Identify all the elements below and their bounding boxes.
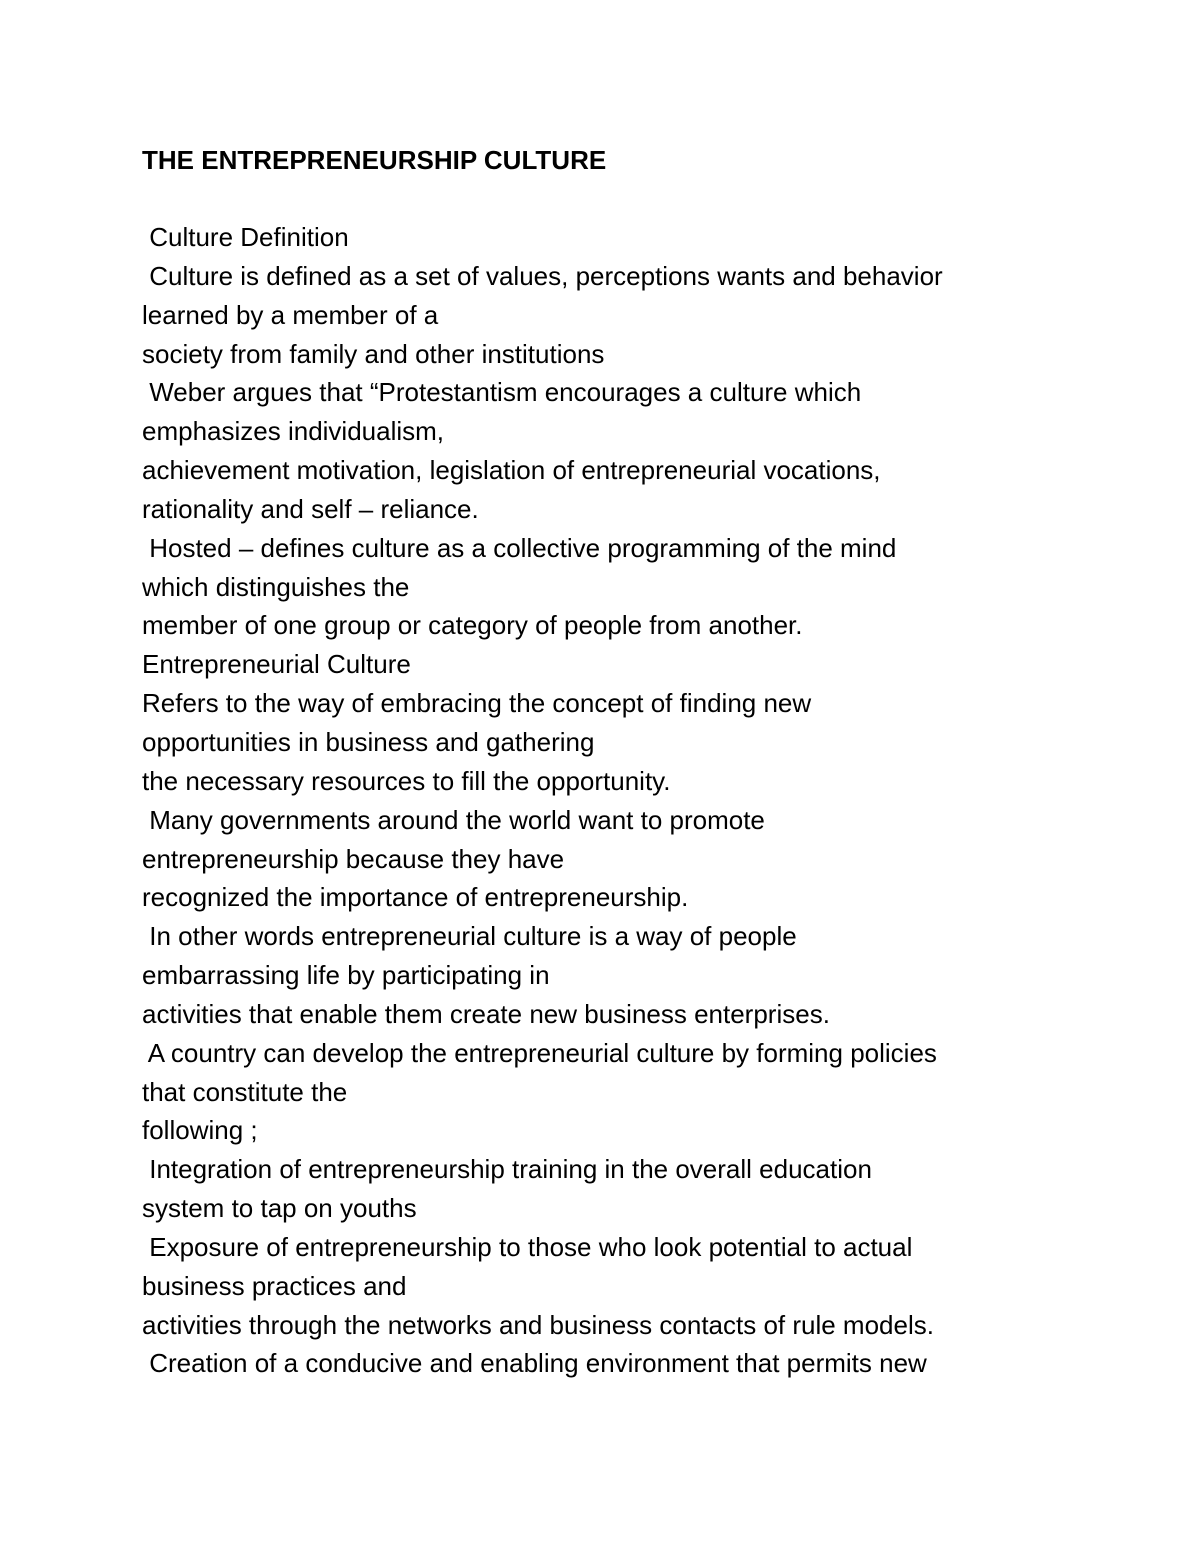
section-heading: Entrepreneurial Culture <box>142 649 411 680</box>
text-line: activities that enable them create new business enterprises. <box>142 998 830 1029</box>
text-line: system to tap on youths <box>142 1193 417 1224</box>
text-line: embarrassing life by participating in <box>142 960 550 991</box>
text-line: learned by a member of a <box>142 299 439 330</box>
text-line: Hosted – defines culture as a collective programming of the mind <box>142 532 897 563</box>
text-line: achievement motivation, legislation of entrepreneurial vocations, <box>142 455 881 486</box>
text-line: A country can develop the entrepreneurial culture by forming policies <box>142 1037 937 1068</box>
text-line: emphasizes individualism, <box>142 416 445 447</box>
text-line: In other words entrepreneurial culture is a way of people <box>142 921 797 952</box>
text-line: opportunities in business and gathering <box>142 726 595 757</box>
text-line: Exposure of entrepreneurship to those who look potential to actual <box>142 1231 913 1262</box>
text-line: Creation of a conducive and enabling environment that permits new <box>142 1348 927 1379</box>
text-line: that constitute the <box>142 1076 348 1107</box>
text-line: which distinguishes the <box>142 571 410 602</box>
text-line: Refers to the way of embracing the concept of finding new <box>142 688 812 719</box>
text-line: Integration of entrepreneurship training in the overall education <box>142 1154 872 1185</box>
text-line: society from family and other institutions <box>142 338 605 369</box>
text-line: recognized the importance of entrepreneurship. <box>142 882 689 913</box>
text-line: entrepreneurship because they have <box>142 843 565 874</box>
text-line: Many governments around the world want to promote <box>142 804 765 835</box>
text-line: member of one group or category of people from another. <box>142 610 803 641</box>
text-line: Culture Definition <box>142 222 349 252</box>
text-line: Culture is defined as a set of values, perceptions wants and behavior <box>142 260 943 291</box>
text-line: Weber argues that “Protestantism encourages a culture which <box>142 377 862 408</box>
text-line: rationality and self – reliance. <box>142 493 479 524</box>
document-body <box>142 218 943 1383</box>
text-line: activities through the networks and business contacts of rule models. <box>142 1309 934 1340</box>
text-line: following ; <box>142 1115 258 1146</box>
document-title: THE ENTREPRENEURSHIP CULTURE <box>142 145 607 175</box>
text-line: business practices and <box>142 1270 407 1301</box>
text-line: the necessary resources to fill the opportunity. <box>142 765 671 796</box>
